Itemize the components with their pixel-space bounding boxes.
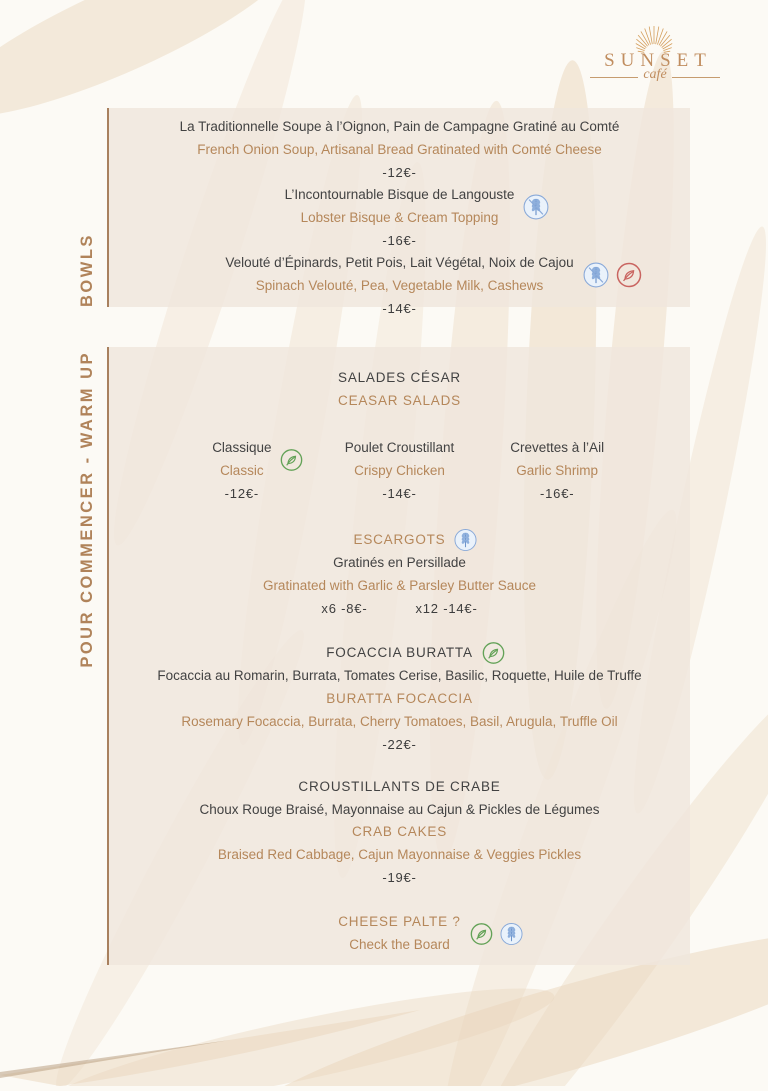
price-x6: x6 -8€- xyxy=(321,600,368,616)
price-x12: x12 -14€- xyxy=(415,600,478,616)
item-desc-en: Rosemary Focaccia, Burrata, Cherry Tomatoes, Basil, Arugula, Truffle Oil xyxy=(181,713,618,729)
group-title-en: CRAB CAKES xyxy=(351,824,448,840)
group-title-fr: SALADES CÉSAR xyxy=(338,370,461,385)
section-label-cell-bowls xyxy=(70,112,104,307)
item-desc-fr: Choux Rouge Braisé, Mayonnaise au Cajun & Pickles de Légumes xyxy=(199,801,600,817)
cheese-subtitle: Check the Board xyxy=(349,937,450,953)
group-title-en: CEASAR SALADS xyxy=(338,392,461,408)
variant-name-fr: Crevettes à l’Ail xyxy=(510,439,605,455)
gluten-free-wheat-icon xyxy=(583,262,609,288)
group-title-en: BURATTA FOCACCIA xyxy=(326,690,473,706)
panel-warmup xyxy=(107,347,690,965)
section-label-cell-warmup xyxy=(70,351,104,963)
brand-name: SUNSET xyxy=(604,50,712,71)
section-label-warmup: POUR COMMENCER - WARM UP xyxy=(77,351,96,668)
item-desc-fr: Gratinés en Persillade xyxy=(333,554,466,570)
variant-price: -12€- xyxy=(224,485,260,501)
rule-line-right xyxy=(672,77,720,78)
variant-name-fr: Poulet Croustillant xyxy=(344,439,455,455)
item-desc-fr: Focaccia au Romarin, Burrata, Tomates Cerise, Basilic, Roquette, Huile de Truffe xyxy=(157,667,642,683)
item-price: -19€- xyxy=(382,870,417,886)
gluten-free-wheat-icon xyxy=(454,529,477,552)
vegan-leaf-icon xyxy=(470,923,493,946)
item-name-en: Lobster Bisque & Cream Topping xyxy=(300,209,499,225)
item-price: -14€- xyxy=(382,300,417,316)
group-caesar-salads xyxy=(121,367,678,413)
variant-name-fr: Classique xyxy=(212,439,272,455)
salad-variant-crispy-chicken xyxy=(321,437,479,505)
menu-item-spinach-veloute xyxy=(119,252,680,320)
variant-name-en: Garlic Shrimp xyxy=(516,462,599,478)
item-desc-en: Braised Red Cabbage, Cajun Mayonnaise & Veggies Pickles xyxy=(217,847,582,863)
vegan-leaf-icon xyxy=(280,448,303,471)
group-focaccia-buratta xyxy=(121,642,678,756)
variant-name-en: Classic xyxy=(220,462,264,478)
item-price: -22€- xyxy=(382,736,417,752)
section-label-bowls: BOWLS xyxy=(77,233,96,307)
variant-price: -14€- xyxy=(382,485,417,501)
group-crab-cakes xyxy=(121,776,678,890)
gluten-free-wheat-icon xyxy=(500,923,523,946)
gluten-free-wheat-icon xyxy=(523,194,549,220)
rule-line-left xyxy=(590,77,638,78)
item-name-fr: L’Incontournable Bisque de Langouste xyxy=(284,186,515,202)
panel-bowls xyxy=(107,108,690,316)
salad-variants-row xyxy=(121,437,678,505)
group-escargots xyxy=(121,529,678,620)
brand-subname: café xyxy=(643,67,667,82)
vegan-leaf-icon xyxy=(482,642,505,665)
variant-price: -16€- xyxy=(540,485,575,501)
variant-name-en: Crispy Chicken xyxy=(354,462,445,478)
salad-variant-garlic-shrimp xyxy=(478,437,636,505)
vegan-leaf-red-icon xyxy=(616,262,642,288)
group-cheese-plate xyxy=(121,911,678,957)
brand-logo xyxy=(590,24,720,83)
cheese-title: CHEESE PALTE ? xyxy=(338,914,461,930)
item-desc-en: Gratinated with Garlic & Parsley Butter Sauce xyxy=(262,577,537,593)
item-price: -12€- xyxy=(382,164,417,180)
group-title: ESCARGOTS xyxy=(353,531,446,547)
menu-item-lobster-bisque xyxy=(119,184,680,252)
menu-item-onion-soup xyxy=(119,116,680,184)
item-name-fr: Velouté d’Épinards, Petit Pois, Lait Végétal, Noix de Cajou xyxy=(225,254,574,270)
item-price: -16€- xyxy=(382,232,417,248)
escargots-prices xyxy=(121,598,678,620)
group-title: FOCACCIA BURATTA xyxy=(326,644,473,660)
item-name-en: Spinach Velouté, Pea, Vegetable Milk, Cashews xyxy=(255,277,544,293)
brand-rule xyxy=(590,67,720,83)
salad-variant-classic xyxy=(163,437,321,505)
group-title: CROUSTILLANTS DE CRABE xyxy=(298,778,501,794)
item-name-fr: La Traditionnelle Soupe à l’Oignon, Pain de Campagne Gratiné au Comté xyxy=(179,119,620,134)
item-name-en: French Onion Soup, Artisanal Bread Gratinated with Comté Cheese xyxy=(197,141,602,157)
